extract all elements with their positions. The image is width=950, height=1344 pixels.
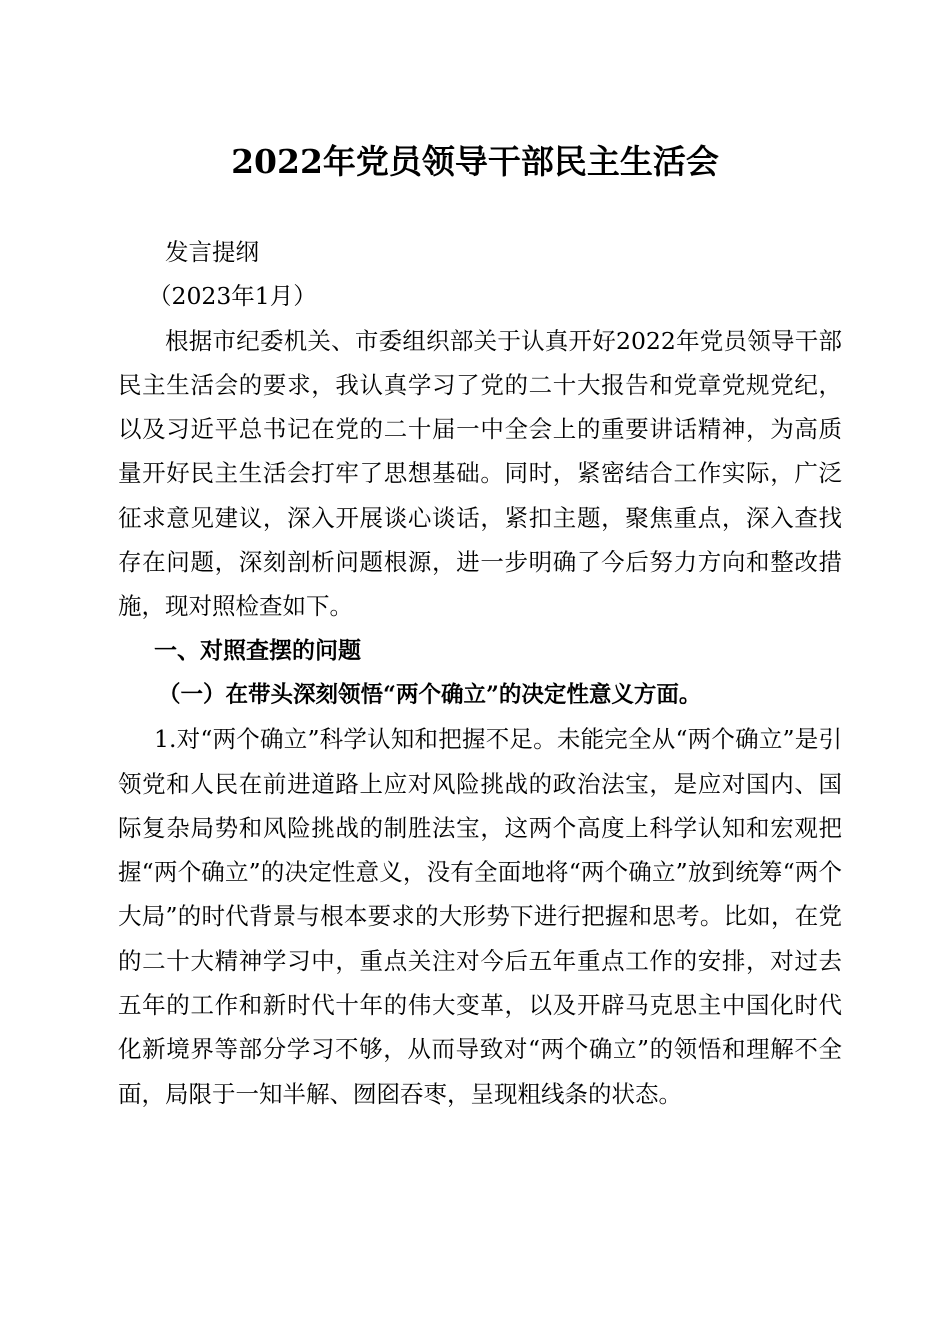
section-heading: 一、对照查摆的问题 [154,637,361,664]
intro-paragraph: 根据市纪委机关、市委组织部关于认真开好2022年党员领导干部民主生活会的要求，我认真学习了党的二十大报告和党章党规党纪，以及习近平总书记在党的二十届一中全会上的重要讲话精神，为高质量开好民主生活会打牢了思想基础。同时，紧密结合工作实际，广泛征求意见建议，深入开展谈心谈话，紧扣主题，聚焦重点，深入查找存在问题，深刻剖析问题根源，进一步明确了今后努力方向和整改措施，现对照检查如下。 [118,326,842,621]
document-title: 2022年党员领导干部民主生活会 [231,142,719,181]
subsection-heading: （一）在带头深刻领悟“两个确立”的决定性意义方面。 [158,681,702,708]
document-body [118,230,842,1116]
subtitle: 发言提纲 [165,238,259,266]
date-line: （2023年1月） [148,282,317,311]
item-paragraph: 1.对“两个确立”科学认知和把握不足。未能完全从“两个确立”是引领党和人民在前进道路上应对风险挑战的政治法宝，是应对国内、国际复杂局势和风险挑战的制胜法宝，这两个高度上科学认知和宏观把握“两个确立”的决定性意义，没有全面地将“两个确立”放到统筹“两个大局”的时代背景与根本要求的大形势下进行把握和思考。比如，在党的二十大精神学习中，重点关注对今后五年重点工作的安排，对过去五年的工作和新时代十年的伟大变革，以及开辟马克思主中国化时代化新境界等部分学习不够，从而导致对“两个确立”的领悟和理解不全面，局限于一知半解、囫囵吞枣，呈现粗线条的状态。 [118,725,842,1108]
